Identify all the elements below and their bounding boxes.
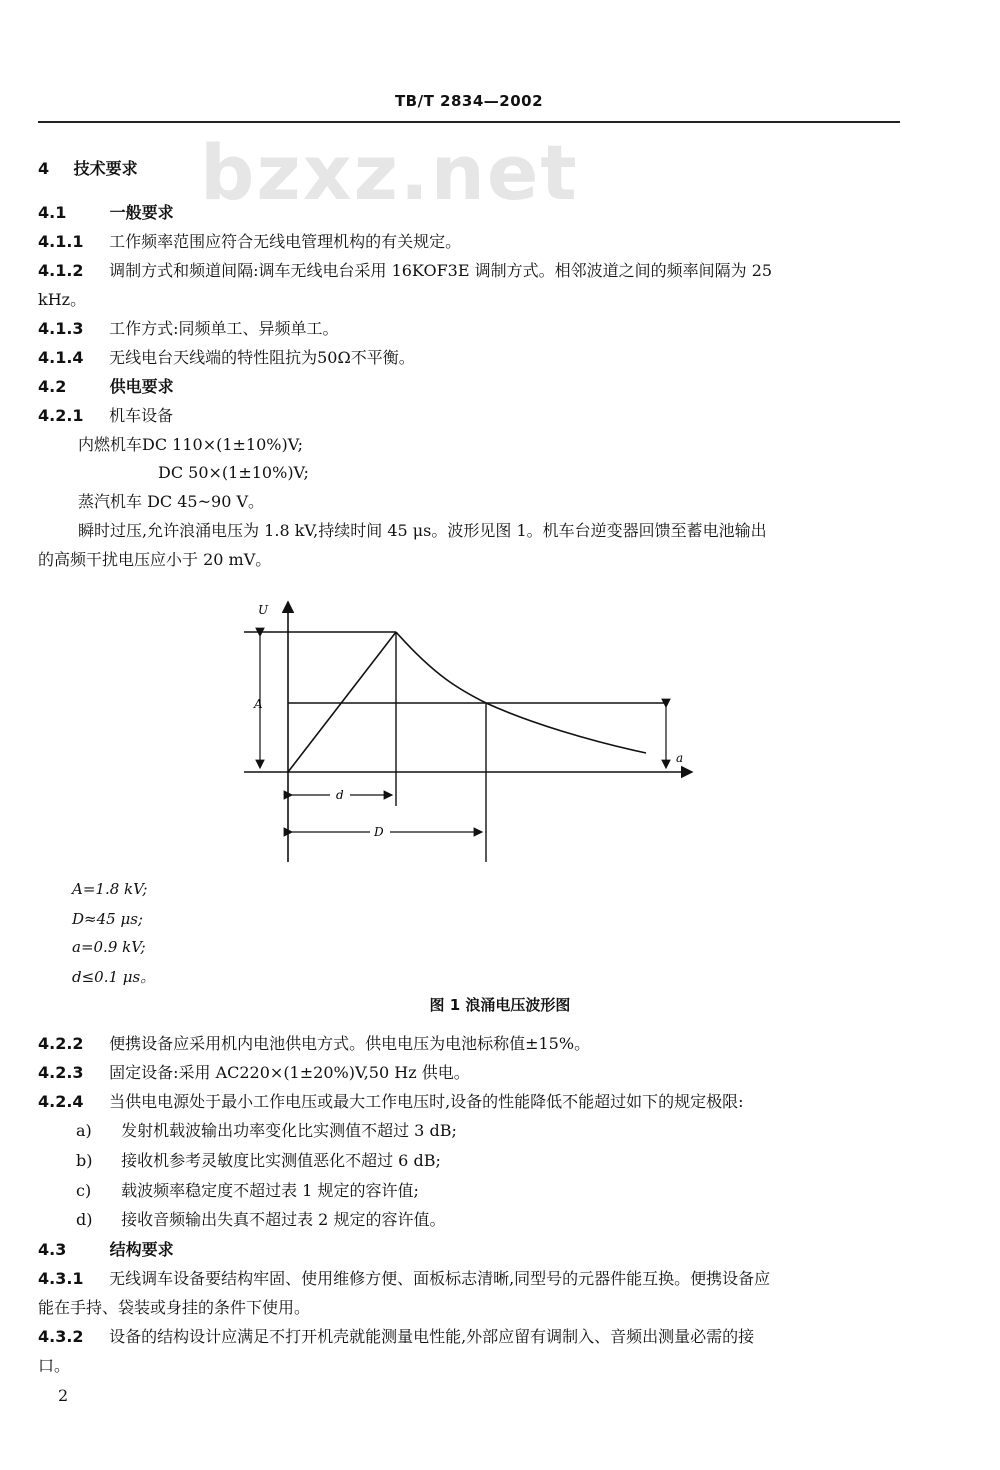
clause-number: 4.1.1 <box>38 232 84 251</box>
variable-d: d≤0.1 μs。 <box>72 968 156 986</box>
variable-D: D≈45 μs; <box>72 910 143 928</box>
section-title: 供电要求 <box>109 377 174 396</box>
clause-4-2-3 <box>38 1062 902 1084</box>
clause-text: 设备的结构设计应满足不打开机壳就能测量电性能,外部应留有调制入、音频出测量必需的接 <box>109 1327 755 1346</box>
variable-A: A=1.8 kV; <box>72 880 148 898</box>
clause-text: 工作频率范围应符合无线电管理机构的有关规定。 <box>109 232 462 251</box>
label-d: d <box>336 788 344 802</box>
header-rule <box>38 121 900 123</box>
diesel-locomotive-spec-2: DC 50×(1±10%)V; <box>158 463 309 482</box>
list-item <box>76 1180 940 1202</box>
page-number: 2 <box>58 1386 69 1405</box>
page-header: TB/T 2834—2002 <box>394 92 544 110</box>
list-item-text: 载波频率稳定度不超过表 1 规定的容许值; <box>121 1181 419 1200</box>
list-item <box>76 1209 940 1231</box>
clause-number: 4.1.4 <box>38 348 84 367</box>
section-4-1-heading <box>38 202 902 224</box>
list-item <box>76 1150 940 1172</box>
section-4-3-heading <box>38 1239 902 1261</box>
clause-4-1-2-continuation: kHz。 <box>38 290 87 309</box>
section-title: 结构要求 <box>109 1240 174 1259</box>
section-title: 一般要求 <box>109 203 174 222</box>
label-U: U <box>258 603 269 617</box>
section-number: 4.1 <box>38 203 67 222</box>
decay-curve <box>396 632 646 753</box>
figure-caption: 图 1 浪涌电压波形图 <box>429 996 571 1014</box>
label-a: a <box>676 751 684 765</box>
surge-waveform-figure <box>230 590 700 870</box>
list-item-letter: c) <box>76 1181 92 1200</box>
clause-4-3-1-continuation: 能在手持、袋装或身挂的条件下使用。 <box>38 1298 311 1317</box>
clause-4-1-1 <box>38 231 902 253</box>
clause-title: 机车设备 <box>109 406 174 425</box>
watermark: bzxz.net <box>200 128 579 217</box>
list-item <box>76 1120 940 1142</box>
clause-4-1-3 <box>38 318 902 340</box>
clause-4-3-2 <box>38 1326 902 1348</box>
clause-4-1-4 <box>38 347 902 369</box>
surge-paragraph-line2: 的高频干扰电压应小于 20 mV。 <box>38 550 272 569</box>
clause-number: 4.2.1 <box>38 406 84 425</box>
rise-ramp <box>288 632 396 772</box>
clause-number: 4.1.2 <box>38 261 84 280</box>
list-item-letter: d) <box>76 1210 93 1229</box>
clause-text: 调制方式和频道间隔:调车无线电台采用 16KOF3E 调制方式。相邻波道之间的频率间隔为 25 <box>109 261 773 280</box>
list-item-letter: b) <box>76 1151 93 1170</box>
section-4-heading <box>38 158 902 180</box>
label-A: A <box>254 697 263 711</box>
section-4-2-heading <box>38 376 902 398</box>
list-item-letter: a) <box>76 1121 92 1140</box>
section-number: 4 <box>38 159 50 178</box>
clause-number: 4.1.3 <box>38 319 84 338</box>
list-item-text: 接收机参考灵敏度比实测值恶化不超过 6 dB; <box>121 1151 441 1170</box>
clause-4-3-2-continuation: 口。 <box>38 1356 71 1375</box>
clause-4-2-2 <box>38 1033 902 1055</box>
section-number: 4.2 <box>38 377 67 396</box>
clause-text: 无线调车设备要结构牢固、使用维修方便、面板标志清晰,同型号的元器件能互换。便携设备应 <box>109 1269 771 1288</box>
clause-4-3-1 <box>38 1268 902 1290</box>
list-item-text: 接收音频输出失真不超过表 2 规定的容许值。 <box>121 1210 446 1229</box>
clause-text: 当供电电源处于最小工作电压或最大工作电压时,设备的性能降低不能超过如下的规定极限: <box>109 1092 744 1111</box>
clause-text: 固定设备:采用 AC220×(1±20%)V,50 Hz 供电。 <box>109 1063 470 1082</box>
clause-text: 工作方式:同频单工、异频单工。 <box>109 319 339 338</box>
clause-number: 4.2.4 <box>38 1092 84 1111</box>
section-title: 技术要求 <box>73 159 138 178</box>
clause-number: 4.2.3 <box>38 1063 84 1082</box>
clause-4-2-1 <box>38 405 902 427</box>
label-D: D <box>374 825 384 839</box>
clause-number: 4.2.2 <box>38 1034 84 1053</box>
variable-a: a=0.9 kV; <box>72 938 146 956</box>
steam-locomotive-spec: 蒸汽机车 DC 45~90 V。 <box>78 492 265 511</box>
clause-4-1-2 <box>38 260 902 282</box>
list-item-text: 发射机载波输出功率变化比实测值不超过 3 dB; <box>121 1121 457 1140</box>
diesel-locomotive-spec: 内燃机车DC 110×(1±10%)V; <box>78 435 304 454</box>
clause-text: 无线电台天线端的特性阻抗为50Ω不平衡。 <box>109 348 415 367</box>
clause-number: 4.3.2 <box>38 1327 84 1346</box>
clause-text: 便携设备应采用机内电池供电方式。供电电压为电池标称值±15%。 <box>109 1034 591 1053</box>
surge-paragraph-line1: 瞬时过压,允许浪涌电压为 1.8 kV,持续时间 45 μs。波形见图 1。机车台逆变器回馈至蓄电池输出 <box>78 521 767 540</box>
clause-4-2-4 <box>38 1091 902 1113</box>
section-number: 4.3 <box>38 1240 67 1259</box>
clause-number: 4.3.1 <box>38 1269 84 1288</box>
